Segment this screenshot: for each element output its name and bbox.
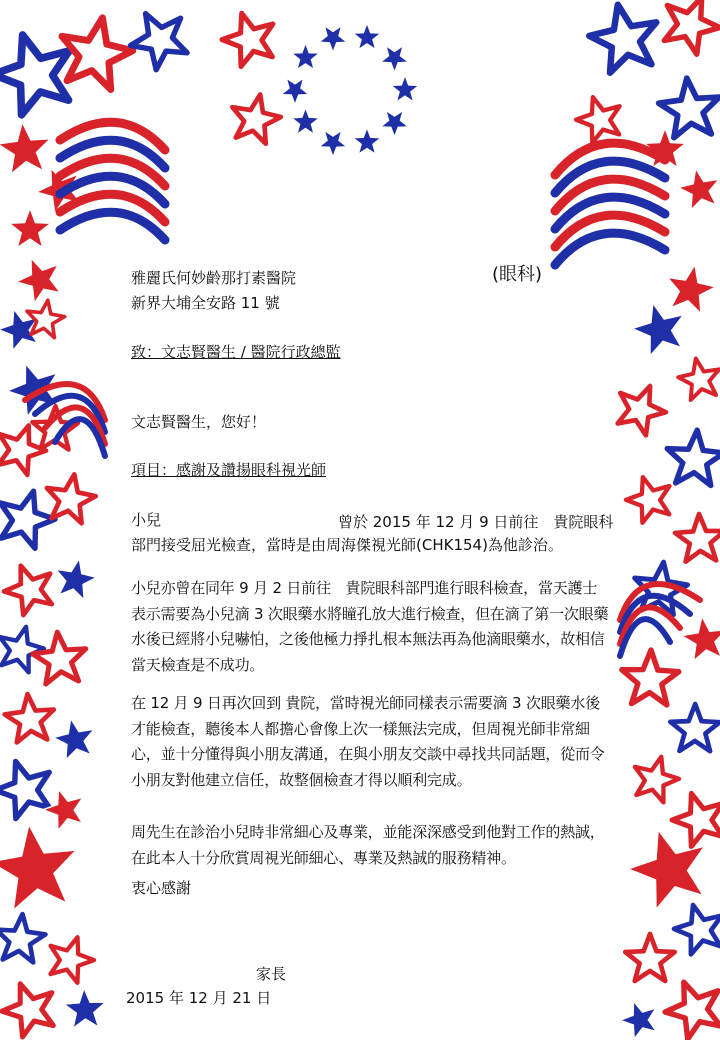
hospital-address: 新界大埔全安路 11 號 <box>131 294 280 312</box>
paragraph-4: 周先生在診治小兒時非常細心及專業，並能深深感受到他對工作的熱誠，在此本人十分欣賞周視光師細心、專業及熱誠的服務精神。 <box>131 823 605 867</box>
letter-date: 2015 年 12 月 21 日 <box>126 989 272 1007</box>
paragraph-3: 在 12 月 9 日再次回到 貴院，當時視光師同樣表示需要滴 3 次眼藥水後才能檢查，聽後本人都擔心會像上次一樣無法完成，但周視光師非常細心，並十分懂得與小朋友溝通，在與小朋友交談中尋找共同話題，從而令小朋友對他建立信任，故整個檢查才得以順利完成。 <box>131 694 605 789</box>
closing: 衷心感謝 <box>131 879 192 897</box>
subject-line: 項目：感謝及讚揚眼科視光師 <box>131 461 327 479</box>
para1-line2: 部門接受屈光檢查，當時是由周海傑視光師(CHK154)為他診治。 <box>131 536 563 554</box>
para1-rest: 曾於 2015 年 12 月 9 日前往 貴院眼科 <box>338 513 614 531</box>
signature: 家長 <box>256 965 287 983</box>
paragraph-2: 小兒亦曾在同年 9 月 2 日前往 貴院眼科部門進行眼科檢查，當天護士表示需要為小兒滴 3 次眼藥水將瞳孔放大進行檢查，但在滴了第一次眼藥水後已經將小兒嚇怕，之後他極力掙扎根本無法再為他滴眼藥水，故相信當天檢查是不成功。 <box>131 579 609 674</box>
recipient-line: 致：文志賢醫生 / 醫院行政總監 <box>131 343 341 361</box>
hospital-name: 雅麗氏何妙齡那打素醫院 <box>131 269 297 287</box>
para1-start: 小兒 <box>131 511 162 529</box>
department-label: (眼科) <box>492 264 543 285</box>
salutation: 文志賢醫生，您好！ <box>131 413 267 431</box>
